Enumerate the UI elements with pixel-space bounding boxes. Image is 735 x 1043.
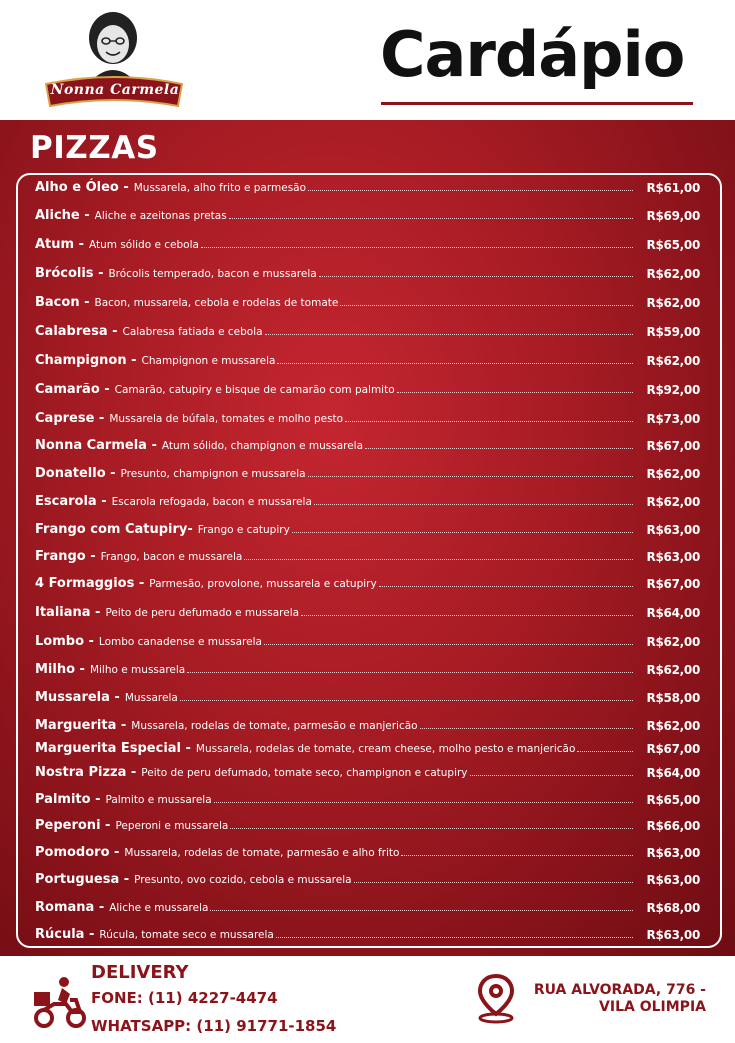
item-name: Bacon - (35, 295, 90, 310)
menu-item (35, 634, 700, 654)
menu-item (35, 382, 700, 402)
item-name: Romana - (35, 900, 105, 915)
item-name: Peperoni - (35, 818, 111, 833)
item-description: Brócolis temperado, bacon e mussarela (108, 268, 317, 280)
item-price: R$67,00 (646, 439, 700, 453)
item-price: R$68,00 (646, 901, 700, 915)
item-name: 4 Formaggios - (35, 576, 145, 591)
phone-number[interactable]: FONE: (11) 4227-4474 (91, 989, 278, 1007)
menu-item (35, 765, 700, 785)
menu-item (35, 438, 700, 458)
item-name: Brócolis - (35, 266, 104, 281)
item-price: R$69,00 (646, 209, 700, 223)
menu-item (35, 690, 700, 710)
item-description: Frango e catupiry (197, 524, 290, 536)
item-price: R$66,00 (646, 819, 700, 833)
dot-leader (470, 775, 633, 776)
menu-item (35, 522, 700, 542)
item-description: Camarão, catupiry e bisque de camarão com palmito (114, 384, 395, 396)
menu-item (35, 266, 700, 286)
item-description: Peperoni e mussarela (115, 820, 229, 832)
item-price: R$64,00 (646, 606, 700, 620)
item-price: R$63,00 (646, 523, 700, 537)
item-name: Pomodoro - (35, 845, 120, 860)
menu-item (35, 295, 700, 315)
item-price: R$64,00 (646, 766, 700, 780)
item-name: Nostra Pizza - (35, 765, 137, 780)
menu-item (35, 845, 700, 865)
item-name: Champignon - (35, 353, 137, 368)
item-description: Aliche e azeitonas pretas (94, 210, 227, 222)
menu-item (35, 792, 700, 812)
item-price: R$59,00 (646, 325, 700, 339)
menu-item (35, 466, 700, 486)
item-description: Peito de peru defumado e mussarela (105, 607, 300, 619)
dot-leader (308, 190, 633, 191)
whatsapp-number[interactable]: WHATSAPP: (11) 91771-1854 (91, 1017, 337, 1035)
dot-leader (354, 882, 633, 883)
menu-item (35, 741, 700, 761)
menu-item (35, 818, 700, 838)
item-price: R$63,00 (646, 873, 700, 887)
dot-leader (229, 218, 633, 219)
dot-leader (340, 305, 633, 306)
menu-item (35, 180, 700, 200)
menu-item (35, 605, 700, 625)
item-name: Donatello - (35, 466, 116, 481)
address-line-2: VILA OLIMPIA (599, 999, 706, 1015)
menu-item (35, 237, 700, 257)
logo (40, 6, 190, 110)
menu-item (35, 549, 700, 569)
item-name: Escarola - (35, 494, 107, 509)
dot-leader (401, 855, 633, 856)
item-name: Aliche - (35, 208, 90, 223)
item-price: R$67,00 (646, 577, 700, 591)
nonna-portrait-icon (82, 8, 144, 80)
item-description: Lombo canadense e mussarela (98, 636, 262, 648)
menu-item (35, 662, 700, 682)
item-description: Peito de peru defumado, tomate seco, champignon e catupiry (141, 767, 468, 779)
item-name: Alho e Óleo - (35, 180, 129, 195)
item-description: Aliche e mussarela (109, 902, 209, 914)
dot-leader (577, 751, 633, 752)
item-description: Escarola refogada, bacon e mussarela (111, 496, 312, 508)
item-name: Calabresa - (35, 324, 118, 339)
item-description: Mussarela, rodelas de tomate, parmesão e manjericão (131, 720, 418, 732)
item-name: Portuguesa - (35, 872, 130, 887)
dot-leader (365, 448, 633, 449)
item-name: Lombo - (35, 634, 94, 649)
menu-item (35, 718, 700, 738)
menu-item (35, 576, 700, 596)
item-description: Mussarela, rodelas de tomate, cream cheese, molho pesto e manjericão (195, 743, 576, 755)
item-description: Mussarela, rodelas de tomate, parmesão e alho frito (124, 847, 400, 859)
item-price: R$62,00 (646, 296, 700, 310)
address-line-1: RUA ALVORADA, 776 - (533, 982, 706, 998)
menu-item (35, 324, 700, 344)
item-description: Presunto, champignon e mussarela (120, 468, 306, 480)
dot-leader (308, 476, 633, 477)
dot-leader (314, 504, 633, 505)
item-description: Milho e mussarela (89, 664, 186, 676)
item-description: Parmesão, provolone, mussarela e catupiry (149, 578, 377, 590)
item-description: Mussarela, alho frito e parmesão (133, 182, 307, 194)
menu-item (35, 900, 700, 920)
item-price: R$62,00 (646, 663, 700, 677)
dot-leader (379, 586, 633, 587)
footer (0, 956, 735, 1043)
title-underline (381, 102, 693, 105)
item-price: R$92,00 (646, 383, 700, 397)
item-price: R$63,00 (646, 928, 700, 942)
menu-item (35, 411, 700, 431)
location-pin-icon (474, 974, 518, 1024)
item-description: Bacon, mussarela, cebola e rodelas de tomate (94, 297, 339, 309)
item-name: Atum - (35, 237, 84, 252)
item-name: Italiana - (35, 605, 101, 620)
item-name: Palmito - (35, 792, 101, 807)
item-description: Rúcula, tomate seco e mussarela (99, 929, 274, 941)
item-description: Atum sólido, champignon e mussarela (161, 440, 364, 452)
dot-leader (210, 910, 633, 911)
item-description: Champignon e mussarela (141, 355, 276, 367)
dot-leader (301, 615, 633, 616)
item-name: Mussarela - (35, 690, 120, 705)
item-name: Rúcula - (35, 927, 95, 942)
menu-item (35, 494, 700, 514)
dot-leader (319, 276, 633, 277)
item-price: R$61,00 (646, 181, 700, 195)
menu-item (35, 872, 700, 892)
item-price: R$62,00 (646, 267, 700, 281)
item-description: Presunto, ovo cozido, cebola e mussarela (134, 874, 352, 886)
item-name: Frango - (35, 549, 96, 564)
dot-leader (420, 728, 633, 729)
item-price: R$62,00 (646, 495, 700, 509)
item-description: Mussarela de búfala, tomates e molho pesto (109, 413, 344, 425)
item-description: Palmito e mussarela (105, 794, 212, 806)
item-price: R$62,00 (646, 354, 700, 368)
dot-leader (264, 644, 633, 645)
page-title: Cardápio (380, 18, 685, 91)
dot-leader (277, 363, 633, 364)
item-price: R$58,00 (646, 691, 700, 705)
dot-leader (214, 802, 633, 803)
item-name: Milho - (35, 662, 85, 677)
dot-leader (276, 937, 633, 938)
delivery-title: DELIVERY (91, 962, 189, 983)
logo-text: Nonna Carmela (50, 82, 180, 98)
dot-leader (345, 421, 633, 422)
item-price: R$73,00 (646, 412, 700, 426)
item-price: R$67,00 (646, 742, 700, 756)
item-description: Calabresa fatiada e cebola (122, 326, 263, 338)
dot-leader (187, 672, 633, 673)
item-description: Atum sólido e cebola (88, 239, 199, 251)
menu-item (35, 208, 700, 228)
item-price: R$62,00 (646, 719, 700, 733)
dot-leader (230, 828, 633, 829)
item-price: R$65,00 (646, 238, 700, 252)
item-name: Marguerita Especial - (35, 741, 191, 756)
item-description: Frango, bacon e mussarela (100, 551, 243, 563)
header (0, 0, 735, 120)
item-name: Caprese - (35, 411, 105, 426)
menu-item (35, 927, 700, 947)
section-title: PIZZAS (30, 130, 159, 166)
dot-leader (292, 532, 633, 533)
address[interactable] (520, 982, 706, 1016)
item-name: Marguerita - (35, 718, 127, 733)
item-description: Mussarela (124, 692, 178, 704)
item-price: R$63,00 (646, 846, 700, 860)
item-price: R$62,00 (646, 635, 700, 649)
item-name: Nonna Carmela - (35, 438, 157, 453)
dot-leader (244, 559, 633, 560)
item-price: R$62,00 (646, 467, 700, 481)
dot-leader (397, 392, 633, 393)
delivery-motorcycle-icon (32, 974, 88, 1030)
item-price: R$63,00 (646, 550, 700, 564)
dot-leader (265, 334, 633, 335)
item-name: Camarão - (35, 382, 110, 397)
menu-item (35, 353, 700, 373)
item-name: Frango com Catupiry- (35, 522, 193, 537)
dot-leader (180, 700, 633, 701)
dot-leader (201, 247, 633, 248)
item-price: R$65,00 (646, 793, 700, 807)
